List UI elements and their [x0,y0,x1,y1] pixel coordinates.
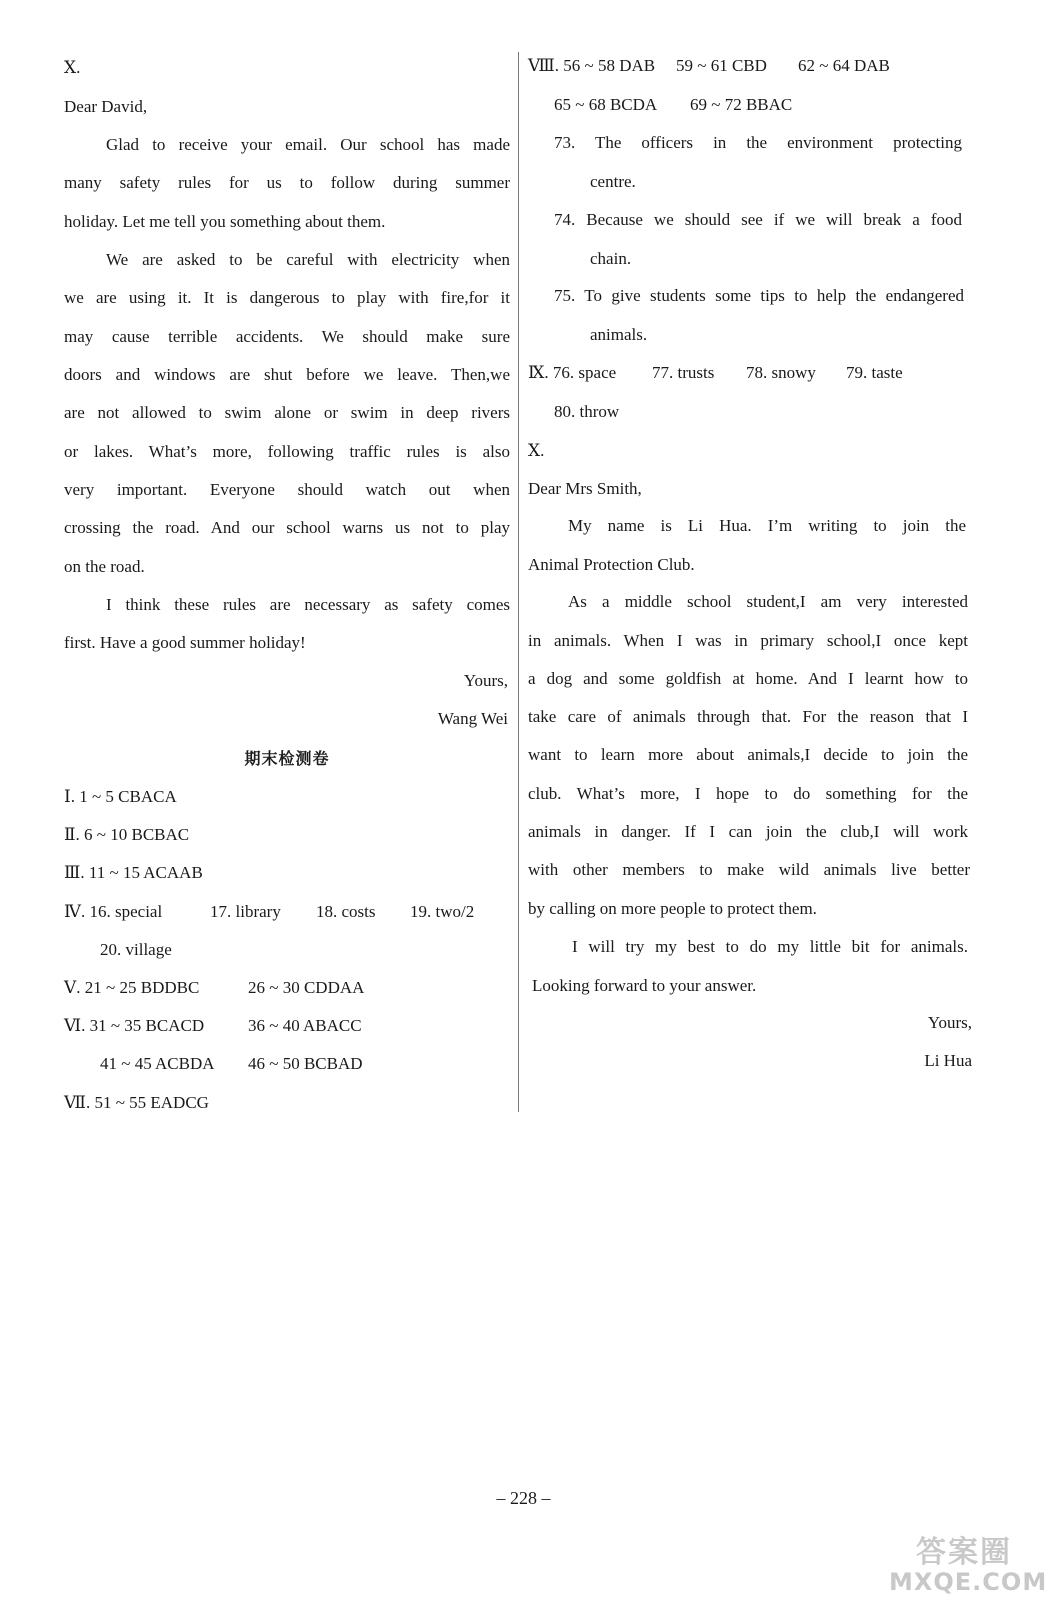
letter-text-line: As a middle school student,I am very interested [568,592,968,611]
answer-line: Ⅰ. 1 ~ 5 CBACA [64,787,177,806]
answer-line: 79. taste [846,363,903,382]
answer-line: 74. Because we should see if we will break a food [554,210,962,229]
letter-salutation: Dear Mrs Smith, [528,479,642,498]
letter-text-line: I think these rules are necessary as safety comes [106,595,510,614]
letter-text-line: I will try my best to do my little bit for animals. [572,937,968,956]
answer-line: 62 ~ 64 DAB [798,56,890,75]
letter-text-line: take care of animals through that. For the reason that I [528,707,968,726]
letter-text-line: on the road. [64,557,145,576]
letter-text-line: My name is Li Hua. I’m writing to join the [568,516,966,535]
letter-text-line: in animals. When I was in primary school,I once kept [528,631,968,650]
letter-text-line: by calling on more people to protect them. [528,899,817,918]
answer-line: 19. two/2 [410,902,475,921]
letter-text-line: we are using it. It is dangerous to play with fire,for it [64,288,510,307]
letter-text-line: doors and windows are shut before we leave. Then,we [64,365,510,384]
page-number: – 228 – [496,1488,551,1508]
answer-line: Ⅳ. 16. special [64,902,163,921]
column-divider [518,52,519,1112]
answer-line: 65 ~ 68 BCDA [554,95,658,114]
answer-line: Ⅶ. 51 ~ 55 EADCG [64,1093,209,1112]
letter-text-line: club. What’s more, I hope to do something for the [528,784,968,803]
watermark-url: MXQE.COM [889,1568,1047,1596]
exam-section-title: 期末检测卷 [244,749,330,768]
letter-closing: Yours, [927,1013,972,1032]
answer-line: 18. costs [316,902,376,921]
answer-line: Ⅱ. 6 ~ 10 BCBAC [64,825,190,844]
answer-line: 80. throw [554,402,620,421]
letter-text-line: Looking forward to your answer. [532,976,757,995]
letter-salutation: Dear David, [64,97,148,116]
letter-closing: Yours, [463,671,508,690]
answer-line: Ⅵ. 31 ~ 35 BCACD [64,1016,205,1035]
watermark-logo-text: 答案圈 [916,1535,1012,1570]
letter-text-line: or lakes. What’s more, following traffic rules is also [64,442,510,461]
answer-line: 36 ~ 40 ABACC [248,1016,362,1035]
answer-line: 75. To give students some tips to help the endangered [554,286,964,305]
letter-text-line: crossing the road. And our school warns us not to play [64,518,510,537]
letter-signature: Wang Wei [437,709,508,728]
letter-text-line: very important. Everyone should watch out when [64,480,510,499]
answer-line: 46 ~ 50 BCBAD [248,1054,363,1073]
answer-line: 59 ~ 61 CBD [676,56,767,75]
answer-line: Ⅴ. 21 ~ 25 BDDBC [64,978,200,997]
answer-line: 41 ~ 45 ACBDA [100,1054,215,1073]
letter-text-line: We are asked to be careful with electricity when [106,250,510,269]
letter-text-line: may cause terrible accidents. We should make sure [64,327,510,346]
letter-signature: Li Hua [924,1051,972,1070]
letter-text-line: Animal Protection Club. [528,555,695,574]
answer-line: 26 ~ 30 CDDAA [248,978,365,997]
letter-text-line: a dog and some goldfish at home. And I learnt how to [528,669,968,688]
letter-text-line: are not allowed to swim alone or swim in deep rivers [64,403,510,422]
answer-line: Ⅷ. 56 ~ 58 DAB [528,56,656,75]
answer-line: Ⅸ. 76. space [528,363,617,382]
section-x-label: Ⅹ. [528,441,545,460]
answer-line: 73. The officers in the environment protecting [554,133,962,152]
letter-text-line: want to learn more about animals,I decide to join the [528,745,968,764]
letter-text-line: many safety rules for us to follow during summer [64,173,510,192]
section-x-label: Ⅹ. [64,58,81,77]
answer-line: 20. village [100,940,172,959]
answer-line: 77. trusts [652,363,715,382]
answer-line: 69 ~ 72 BBAC [690,95,793,114]
answer-line: centre. [590,172,636,191]
letter-text-line: Glad to receive your email. Our school has made [106,135,510,154]
answer-line: chain. [590,249,632,268]
letter-text-line: animals in danger. If I can join the club,I will work [528,822,968,841]
site-watermark [889,1535,1047,1596]
letter-text-line: holiday. Let me tell you something about them. [64,212,386,231]
answer-line: 17. library [210,902,281,921]
answer-line: Ⅲ. 11 ~ 15 ACAAB [64,863,203,882]
answer-line: 78. snowy [746,363,816,382]
letter-text-line: first. Have a good summer holiday! [64,633,306,652]
letter-text-line: with other members to make wild animals live better [528,860,970,879]
answer-line: animals. [590,325,648,344]
